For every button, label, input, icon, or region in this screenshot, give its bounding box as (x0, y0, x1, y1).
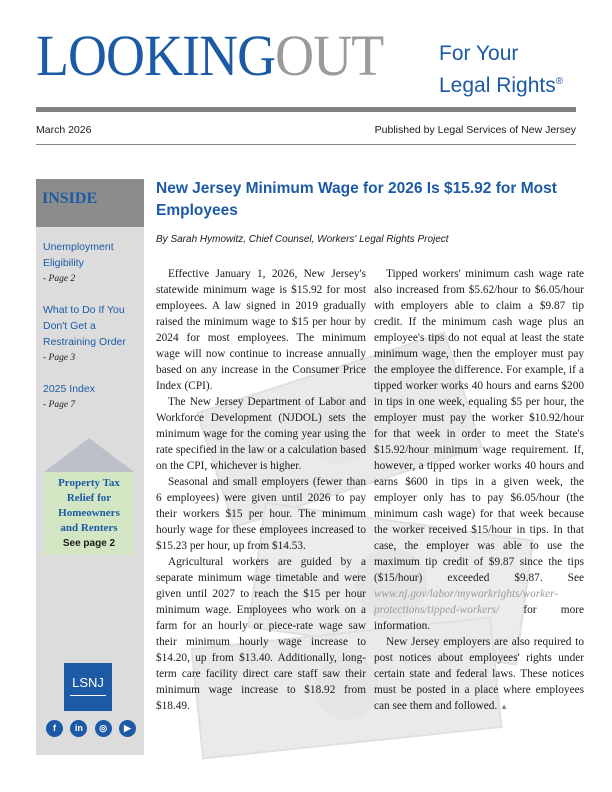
header-divider (36, 144, 576, 145)
end-of-article-icon: ▲ (500, 702, 509, 711)
inside-header (36, 179, 144, 227)
masthead-title: LOOKINGOUT (36, 23, 384, 88)
article-paragraph: Seasonal and small employers (fewer than 6 employees) were given until 2026 to pay their workers $15 per hour. The minimum hourly wage for these employees increased to $15.23 per hour, up from $14.53. (156, 476, 366, 552)
inside-label: INSIDE (42, 190, 98, 207)
property-tax-promo (44, 438, 134, 555)
article-paragraph: New Jersey employers are also required to post notices about employees' rights under certain state and federal laws. These notices must be posted in a place where employees can see them and followed. ▲ (374, 636, 584, 712)
promo-text: Property Tax Relief for Homeowners and Renters (58, 477, 120, 534)
instagram-icon[interactable]: ◎ (95, 720, 112, 737)
issue-date: March 2026 (36, 124, 92, 136)
social-links (46, 720, 136, 737)
lsnj-logo: LSNJ (64, 663, 112, 711)
article-paragraph: The New Jersey Department of Labor and Workforce Development (NJDOL) sets the minimum wage for the coming year using the rate specified in the law or a calculation based on the CPI, whichever is higher. (156, 396, 366, 472)
article-paragraph: Tipped workers' minimum cash wage rate also increased from $5.62/hour to $6.05/hour with employers able to claim a $9.87 tip credit. If the minimum cash wage plus an employee's tips do not equal at least the state minimum wage, then the employer must pay the employee the difference. For example, if a tipped worker works 40 hours and earns $200 in tips in one week, equaling $5 per hour, the employer must pay the worker $10.92/hour for that week in order to meet the State's $15.92/hour minimum wage requirement. If, however, a tipped worker works 40 hours and earns $600 in tips in a given week, the employer only has to pay $6.05/hour (the minimum cash wage) for that week because the worker received $15/hour in tips. In that case, the employer was able to use the maximum tip credit of $9.87 since the tips ($15/hour) exceeded $9.87. See www.nj.gov/labor/myworkrights/worker-protections/tipped-workers/ for more information. (374, 268, 584, 632)
contents-item-index[interactable]: 2025 Index - Page 7 (43, 383, 95, 410)
publisher-line: Published by Legal Services of New Jersey (374, 124, 576, 136)
youtube-icon[interactable]: ▶ (119, 720, 136, 737)
article-paragraph: Agricultural workers are guided by a separate minimum wage timetable and were given until 2027 to reach the $15 per hour minimum wage. Employees who work on a farm for an hourly or piece-rate wage saw their minimum hourly wage increase to $14.20, up from $13.40. Additionally, long-term care facility direct care staff saw their minimum wage increase to $18.92 from $18.49. (156, 556, 366, 712)
masthead-tagline: For Your Legal Rights® (439, 42, 564, 97)
article-byline: By Sarah Hymowitz, Chief Counsel, Workers' Legal Rights Project (156, 234, 449, 245)
masthead-rule (36, 107, 576, 112)
article-headline: New Jersey Minimum Wage for 2026 Is $15.92 for Most Employees (156, 180, 557, 219)
registered-mark: ® (555, 76, 564, 87)
house-roof-icon (44, 438, 134, 472)
inside-sidebar (36, 179, 144, 755)
tipped-workers-link[interactable]: www.nj.gov/labor/myworkrights/worker-protections/tipped-workers/ (374, 588, 559, 616)
inside-contents (43, 239, 141, 428)
article-column-2 (374, 266, 584, 715)
article-paragraph: Effective January 1, 2026, New Jersey's statewide minimum wage is $15.92 for most employees. A law signed in 2019 gradually raised the minimum wage to $15 per hour by 2024 for most employees. The minimum wage will now continue to increase annually based on any increase in the Consumer Price Index (CPI). (156, 268, 366, 392)
facebook-icon[interactable]: f (46, 720, 63, 737)
contents-item-unemployment[interactable]: Unemployment Eligibility - Page 2 (43, 241, 114, 284)
linkedin-icon[interactable]: in (70, 720, 87, 737)
contents-item-restraining-order[interactable]: What to Do If You Don't Get a Restraining Order - Page 3 (43, 304, 126, 363)
promo-see-page: See page 2 (62, 538, 116, 549)
article-column-1 (156, 266, 366, 714)
